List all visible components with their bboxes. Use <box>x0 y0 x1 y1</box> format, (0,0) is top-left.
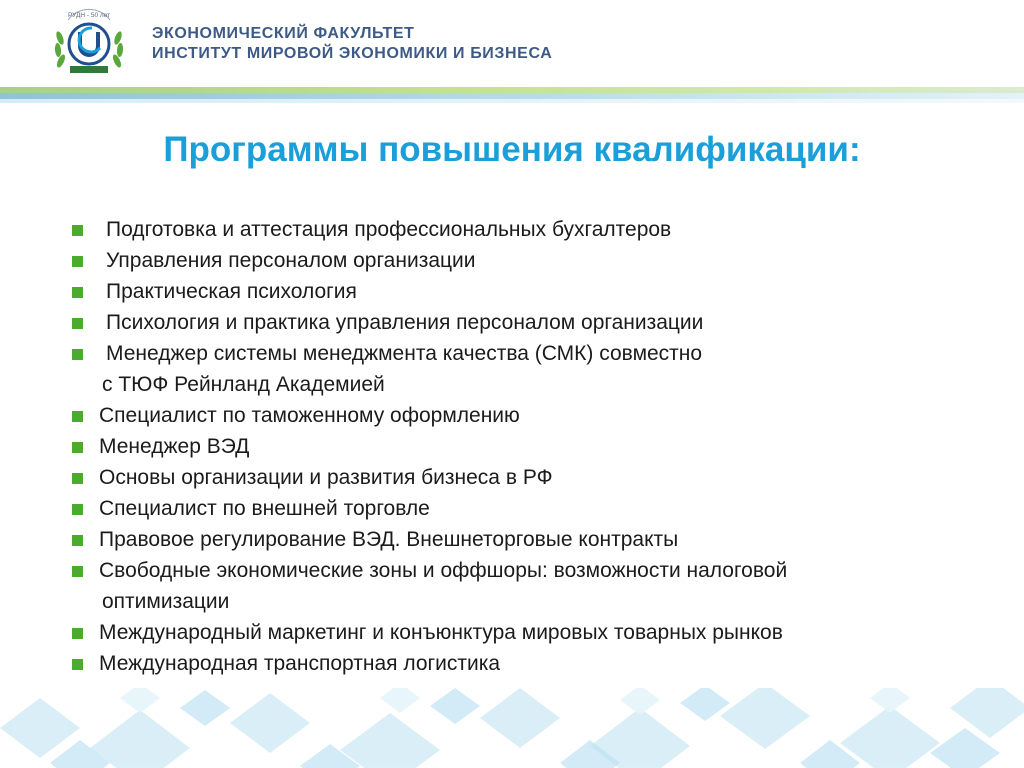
bullet-square-icon <box>72 442 83 453</box>
bullet-square-icon <box>72 349 83 360</box>
university-logo <box>50 8 128 78</box>
list-item: Свободные экономические зоны и оффшоры: возможности налоговой оптимизации <box>0 555 1024 617</box>
bullet-square-icon <box>72 659 83 670</box>
slide-title: Программы повышения квалификации: <box>163 130 861 169</box>
list-item: Практическая психология <box>0 276 1024 307</box>
bullet-square-icon <box>72 535 83 546</box>
bullet-square-icon <box>72 318 83 329</box>
program-list <box>0 214 1024 679</box>
bullet-square-icon <box>72 411 83 422</box>
decorative-tile-pattern <box>0 688 1024 768</box>
header <box>0 0 1024 88</box>
header-stripe-light <box>0 99 1024 103</box>
institute-name: ИНСТИТУТ МИРОВОЙ ЭКОНОМИКИ И БИЗНЕСА <box>152 45 553 62</box>
list-item: Подготовка и аттестация профессиональных бухгалтеров <box>0 214 1024 245</box>
list-item: Менеджер системы менеджмента качества (СМК) совместно с ТЮФ Рейнланд Академией <box>0 338 1024 400</box>
list-item: Управления персоналом организации <box>0 245 1024 276</box>
bullet-square-icon <box>72 566 83 577</box>
faculty-name: ЭКОНОМИЧЕСКИЙ ФАКУЛЬТЕТ <box>152 25 415 42</box>
bullet-square-icon <box>72 256 83 267</box>
bullet-square-icon <box>72 628 83 639</box>
list-item: Психология и практика управления персоналом организации <box>0 307 1024 338</box>
bullet-square-icon <box>72 473 83 484</box>
list-item: Правовое регулирование ВЭД. Внешнеторговые контракты <box>0 524 1024 555</box>
list-item: Менеджер ВЭД <box>0 431 1024 462</box>
list-item: Международная транспортная логистика <box>0 648 1024 679</box>
bullet-square-icon <box>72 287 83 298</box>
list-item: Основы организации и развития бизнеса в РФ <box>0 462 1024 493</box>
bullet-square-icon <box>72 504 83 515</box>
logo-text: РУДН - 50 лет <box>67 12 111 19</box>
list-item: Международный маркетинг и конъюнктура мировых товарных рынков <box>0 617 1024 648</box>
list-item: Специалист по внешней торговле <box>0 493 1024 524</box>
list-item: Специалист по таможенному оформлению <box>0 400 1024 431</box>
bullet-square-icon <box>72 225 83 236</box>
